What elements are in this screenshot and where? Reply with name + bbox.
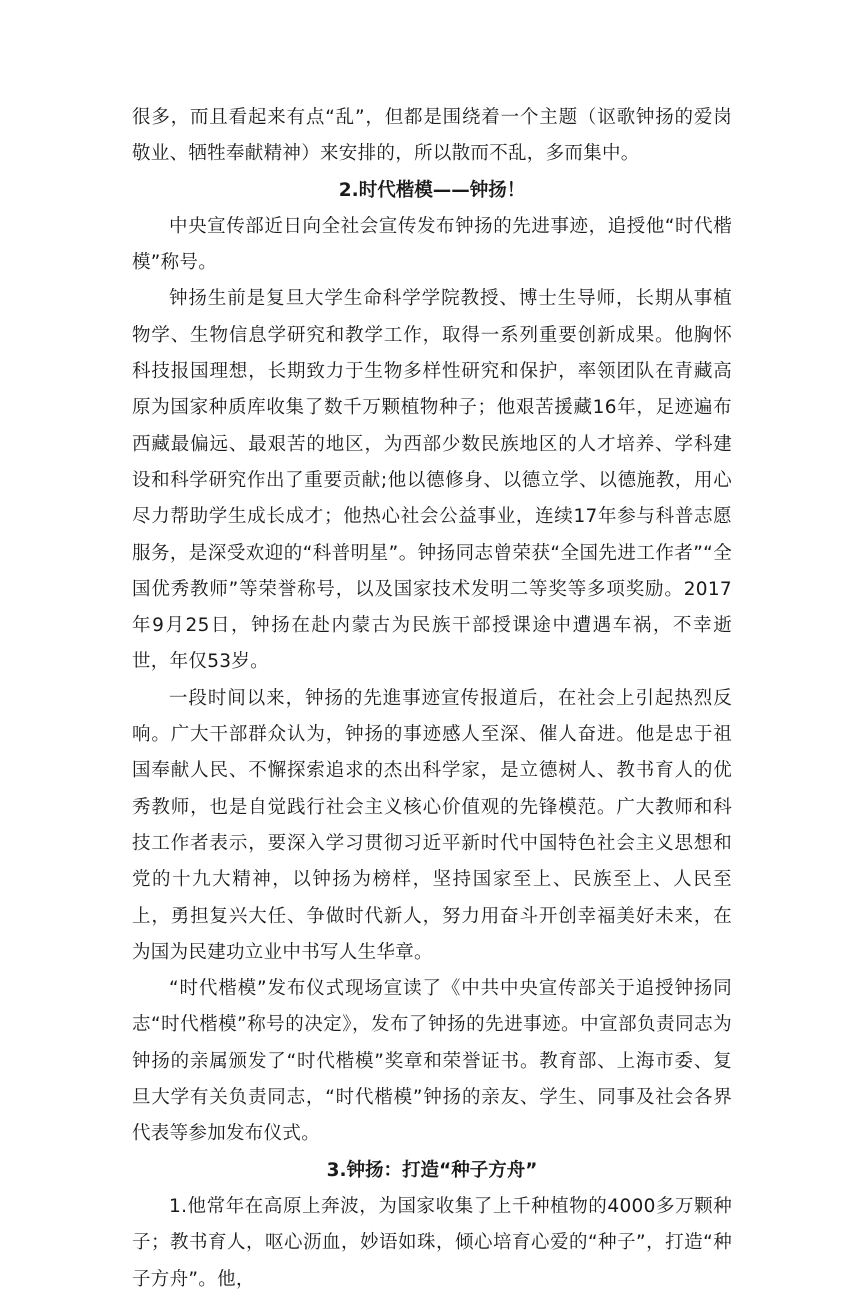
document-page (132, 100, 732, 1298)
section-3-paragraph-1: 1.他常年在高原上奔波，为国家收集了上千种植物的4000多万颗种子；教书育人，呕心沥血，妙语如珠，倾心培育心爱的“种子”，打造“种子方舟”。他， (132, 1195, 732, 1290)
section-2-paragraph-1: 中央宣传部近日向全社会宣传发布钟扬的先进事迹，追授他“时代楷模”称号。 (132, 215, 732, 274)
section-2-paragraph-4: “时代楷模”发布仪式现场宣读了《中共中央宣传部关于追授钟扬同志“时代楷模”称号的决定》，发布了钟扬的先进事迹。中宣部负责同志为钟扬的亲属颁发了“时代楷模”奖章和荣誉证书。教育部、上海市委、复旦大学有关负责同志，“时代楷模”钟扬的亲友、学生、同事及社会各界代表等参加发布仪式。 (132, 978, 732, 1145)
section-2-paragraph-2: 钟扬生前是复旦大学生命科学学院教授、博士生导师，长期从事植物学、生物信息学研究和教学工作，取得一系列重要创新成果。他胸怀科技报国理想，长期致力于生物多样性研究和保护，率领团队在青藏高原为国家种质库收集了数千万颗植物种子；他艰苦援藏16年，足迹遍布西藏最偏远、最艰苦的地区，为西部少数民族地区的人才培养、学科建设和科学研究作出了重要贡献;他以德修身、以德立学、以德施教，用心尽力帮助学生成长成才；他热心社会公益事业，连续17年参与科普志愿服务，是深受欢迎的“科普明星”。钟扬同志曾荣获“全国先进工作者”“全国优秀教师”等荣誉称号，以及国家技术发明二等奖等多项奖励。2017年9月25日，钟扬在赴内蒙古为民族干部授课途中遭遇车祸，不幸逝世，年仅53岁。 (132, 288, 732, 673)
section-2-paragraph-3: 一段时间以来，钟扬的先進事迹宣传报道后，在社会上引起热烈反响。广大干部群众认为，钟扬的事迹感人至深、催人奋进。他是忠于祖国奉献人民、不懈探索追求的杰出科学家，是立德树人、教书育人的优秀教师，也是自觉践行社会主义核心价值观的先锋模范。广大教师和科技工作者表示，要深入学习贯彻习近平新时代中国特色社会主义思想和党的十九大精神，以钟扬为榜样，坚持国家至上、民族至上、人民至上，勇担复兴大任、争做时代新人，努力用奋斗开创幸福美好未来，在为国为民建功立业中书写人生华章。 (132, 687, 732, 963)
section-2-heading: 2.时代楷模——钟扬！ (338, 179, 526, 201)
intro-tail-paragraph: 很多，而且看起来有点“乱”，但都是围绕着一个主题（讴歌钟扬的爱岗敬业、牺牲奉献精神）来安排的，所以散而不乱，多而集中。 (132, 107, 732, 165)
section-3-heading: 3.钟扬：打造“种子方舟” (326, 1159, 538, 1181)
